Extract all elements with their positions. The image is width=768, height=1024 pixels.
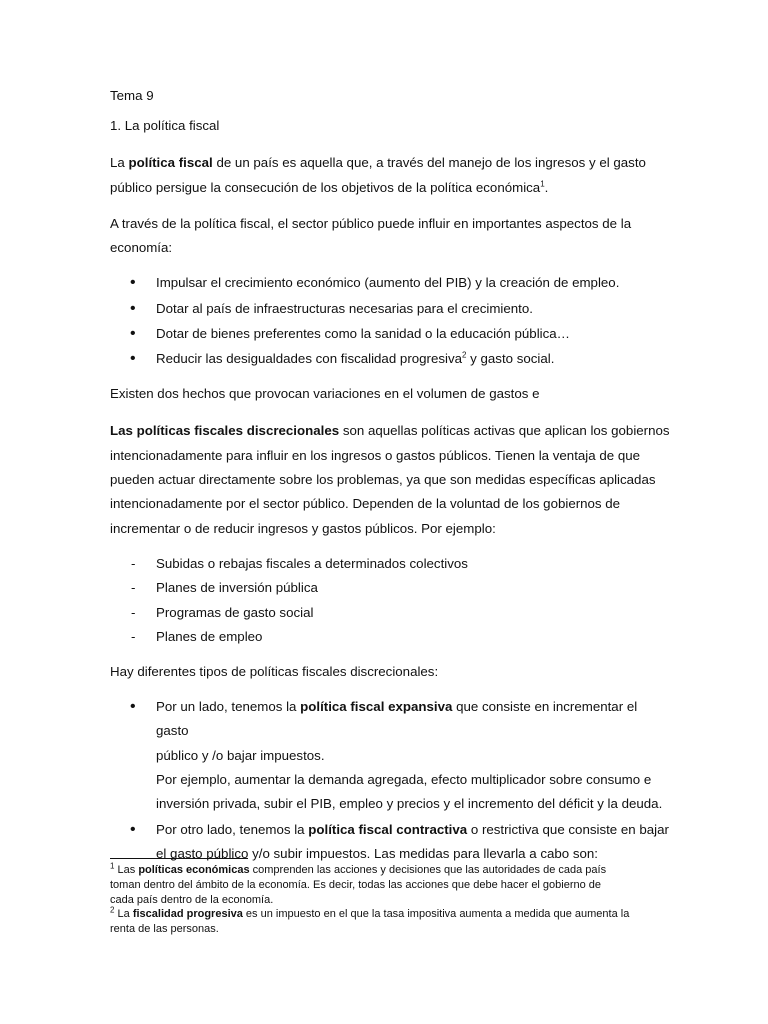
list-item: • Dotar al país de infraestructuras necesarias para el crecimiento. (110, 297, 670, 321)
paragraph-discretionary: Las políticas fiscales discrecionales son aquellas políticas activas que aplican los gobiernos intencionadamente para influir en los ingresos o gastos públicos. Tienen la ventaja de que pueden actuar directamente sobre los problemas, ya que son medidas específicas aplicadas intencionadamente por el sector público. Dependen de la voluntad de los gobiernos de incrementar o de reducir ingresos y gastos públicos. Por ejemplo: (110, 423, 670, 536)
list-item: - Planes de inversión pública (110, 576, 670, 601)
dash-list-examples (110, 552, 670, 650)
list-item: - Planes de empleo (110, 625, 670, 650)
dash-mark: - (131, 604, 136, 620)
bullet-mark: • (130, 820, 136, 838)
bullet-mark: • (130, 274, 136, 292)
footnote-ref-2: 2 (462, 350, 467, 360)
dash-mark: - (131, 555, 136, 571)
footnote-1: $^1$ Las políticas económicas comprenden las acciones y decisiones que las autoridades de cada país toman dentro del ámbito de la economía. Es decir, todas las acciones que debe hacer el gobierno de cada país dentro de la economía. (110, 861, 607, 906)
footnote-separator (110, 858, 248, 859)
list-item: • Dotar de bienes preferentes como la sanidad o la educación pública… (110, 322, 670, 346)
paragraph-definition: La política fiscal de un país es aquella que, a través del manejo de los ingresos y el gasto público persigue la consecución de los objetivos de la política económica$^1$. (110, 155, 646, 195)
bold-term: política fiscal contractiva (308, 821, 468, 837)
bullet-mark: • (130, 349, 136, 367)
list-item: • Reducir las desigualdades con fiscalidad progresiva$^2$ y gasto social. (110, 347, 670, 371)
bullet-mark: • (130, 324, 136, 342)
bullet-mark: • (130, 299, 136, 317)
list-item: • Impulsar el crecimiento económico (aumento del PIB) y la creación de empleo. (110, 271, 670, 295)
footnote-ref-1: 1 (540, 179, 545, 189)
list-item: - Programas de gasto social (110, 601, 670, 626)
dash-mark: - (131, 580, 136, 596)
document-body (110, 84, 670, 866)
list-item: - Subidas o rebajas fiscales a determinados colectivos (110, 552, 670, 577)
paragraph-variations: Existen dos hechos que provocan variaciones en el volumen de gastos e (110, 386, 540, 402)
paragraph-types: Hay diferentes tipos de políticas fiscales discrecionales: (110, 663, 439, 679)
dash-mark: - (131, 629, 136, 645)
bold-term: Las políticas fiscales discrecionales (110, 423, 340, 439)
list-item: • Por otro lado, tenemos la política fiscal contractiva o restrictiva que consiste en bajar el gasto público y/o subir impuestos. Las medidas para llevarla a cabo son: (110, 818, 670, 867)
bullet-list-types (110, 695, 670, 866)
footnotes (110, 858, 670, 937)
bold-term: política fiscal (128, 155, 213, 171)
section-title: 1. La política fiscal (110, 118, 220, 133)
paragraph-influence: A través de la política fiscal, el sector público puede influir en importantes aspectos de la economía: (110, 215, 632, 256)
bold-term: política fiscal expansiva (300, 699, 453, 715)
topic-title: Tema 9 (110, 88, 154, 103)
list-item: • Por un lado, tenemos la política fiscal expansiva que consiste en incrementar el gasto público y /o bajar impuestos. Por ejemplo, aumentar la demanda agregada, efecto multiplicador sobre consumo e inversión privada, subir el PIB, empleo y precios y el incremento del déficit y la deuda. (110, 695, 670, 816)
footnote-2: $^2$ La fiscalidad progresiva es un impuesto en el que la tasa impositiva aumenta a medida que aumenta la renta de las personas. (110, 905, 630, 936)
bullet-mark: • (130, 698, 136, 716)
bullet-list-objectives (110, 271, 670, 371)
